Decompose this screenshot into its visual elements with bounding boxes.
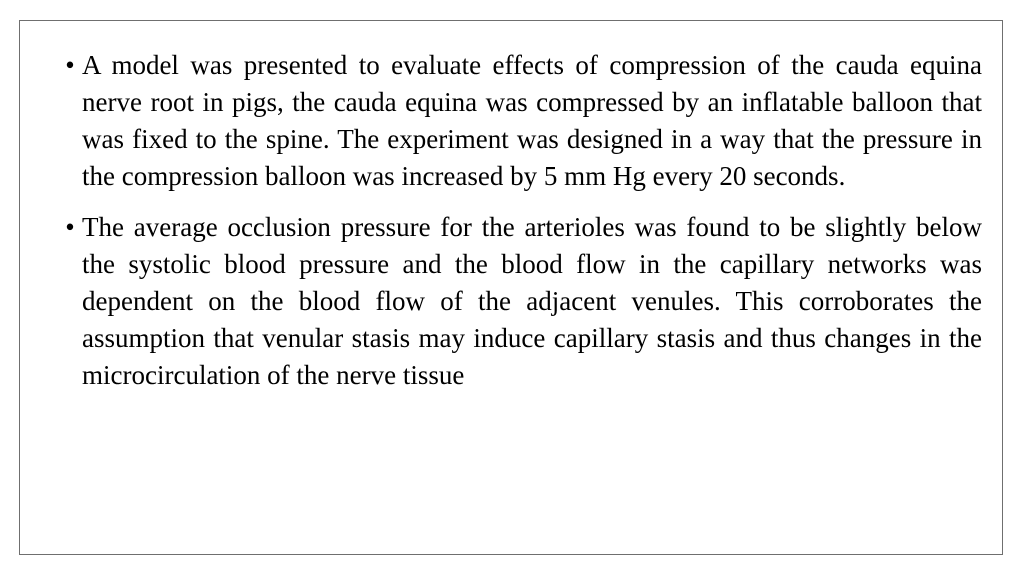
bullet-point-icon: • — [65, 212, 75, 242]
bullet-text: A model was presented to evaluate effects of compression of the cauda equina nerve root in pigs, the cauda equina was compressed by an inflatable balloon that was fixed to the spine. The experiment was designed in a way that the pressure in the compression balloon was increased by 5 mm Hg every 20 seconds. — [82, 50, 982, 191]
bullet-item — [62, 209, 982, 394]
bullet-point-icon: • — [65, 50, 75, 80]
bullet-text: The average occlusion pressure for the arterioles was found to be slightly below the systolic blood pressure and the blood flow in the capillary networks was dependent on the blood flow of the adjacent venules. This corroborates the assumption that venular stasis may induce capillary stasis and thus changes in the microcirculation of the nerve tissue — [82, 212, 982, 390]
bullet-list — [62, 47, 982, 408]
slide-frame — [19, 20, 1003, 555]
bullet-item — [62, 47, 982, 195]
